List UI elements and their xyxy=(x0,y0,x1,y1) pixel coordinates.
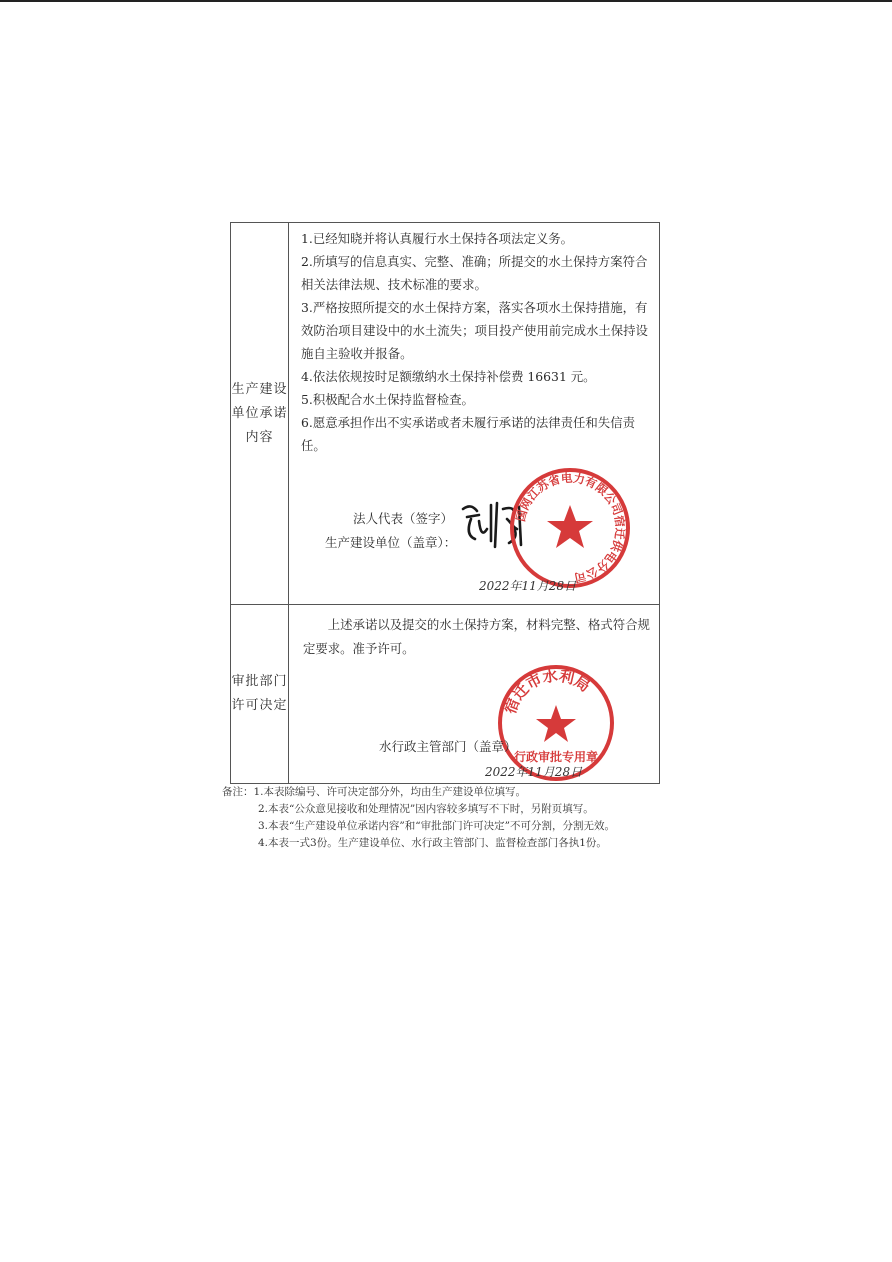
commitment-form-table xyxy=(230,222,660,784)
commitment-label-cell xyxy=(231,223,289,604)
approval-label: 审批部门许可决定 xyxy=(231,674,288,713)
note-line xyxy=(222,784,692,801)
note-line: 3.本表“生产建设单位承诺内容”和“审批部门许可决定”不可分割，分割无效。 xyxy=(258,820,615,832)
note-text: 1.本表除编号、许可决定部分外，均由生产建设单位填写。 xyxy=(253,786,527,798)
commitment-item xyxy=(301,411,656,457)
item-text: 积极配合水土保持监督检查。 xyxy=(312,392,474,407)
notes-prefix: 备注： xyxy=(222,786,254,798)
legal-representative-label: 法人代表（签字） xyxy=(353,511,454,526)
authority-seal-label: 水行政主管部门（盖章） xyxy=(379,739,517,754)
item-text: 严格按照所提交的水土保持方案，落实各项水土保持措施，有效防治项目建设中的水土流失；项目投产使用前完成水土保持设施自主验收并报备。 xyxy=(301,300,648,361)
item-number: 1. xyxy=(301,231,313,246)
approval-date: 2022年11月28日 xyxy=(485,765,583,779)
item-text: 已经知晓并将认真履行水土保持各项法定义务。 xyxy=(312,231,574,246)
top-border-line xyxy=(0,0,892,2)
authority-seal-top-text: 宿迁市水利局 xyxy=(501,666,594,717)
note-line: 4.本表一式3份。生产建设单位、水行政主管部门、监督检查部门各执1份。 xyxy=(258,837,607,849)
company-seal-text: 国网江苏省电力有限公司宿迁供电分公司 xyxy=(513,470,628,585)
commitment-item xyxy=(301,250,656,296)
commitment-content-cell xyxy=(289,223,659,604)
approval-row xyxy=(231,605,659,783)
commitment-item xyxy=(301,227,656,250)
commitment-row xyxy=(231,223,659,605)
item-number: 2. xyxy=(301,254,313,269)
commitment-items xyxy=(301,227,656,457)
note-line: 2.本表“公众意见接收和处理情况”因内容较多填写不下时，另附页填写。 xyxy=(258,803,594,815)
commitment-date: 2022年11月28日 xyxy=(479,579,577,593)
approval-label-cell xyxy=(231,605,289,783)
commitment-item xyxy=(301,296,656,365)
commitment-item xyxy=(301,388,656,411)
commitment-label: 生产建设单位承诺内容 xyxy=(231,381,288,445)
company-seal xyxy=(507,465,633,591)
item-number: 6. xyxy=(301,415,313,430)
approval-content-cell xyxy=(289,605,659,783)
commitment-item xyxy=(301,365,656,388)
approval-text: 上述承诺以及提交的水土保持方案，材料完整、格式符合规定要求。准予许可。 xyxy=(303,617,650,656)
item-text: 依法依规按时足额缴纳水土保持补偿费 16631 元。 xyxy=(312,369,596,384)
construction-unit-seal-label: 生产建设单位（盖章）： xyxy=(325,535,457,550)
item-text: 所填写的信息真实、完整、准确；所提交的水土保持方案符合相关法律法规、技术标准的要求。 xyxy=(301,254,648,292)
item-number: 4. xyxy=(301,369,313,384)
item-number: 5. xyxy=(301,392,313,407)
item-text: 愿意承担作出不实承诺或者未履行承诺的法律责任和失信责任。 xyxy=(301,415,635,453)
notes-section xyxy=(222,784,692,852)
authority-seal-bottom-text: 行政审批专用章 xyxy=(513,750,599,764)
item-number: 3. xyxy=(301,300,313,315)
